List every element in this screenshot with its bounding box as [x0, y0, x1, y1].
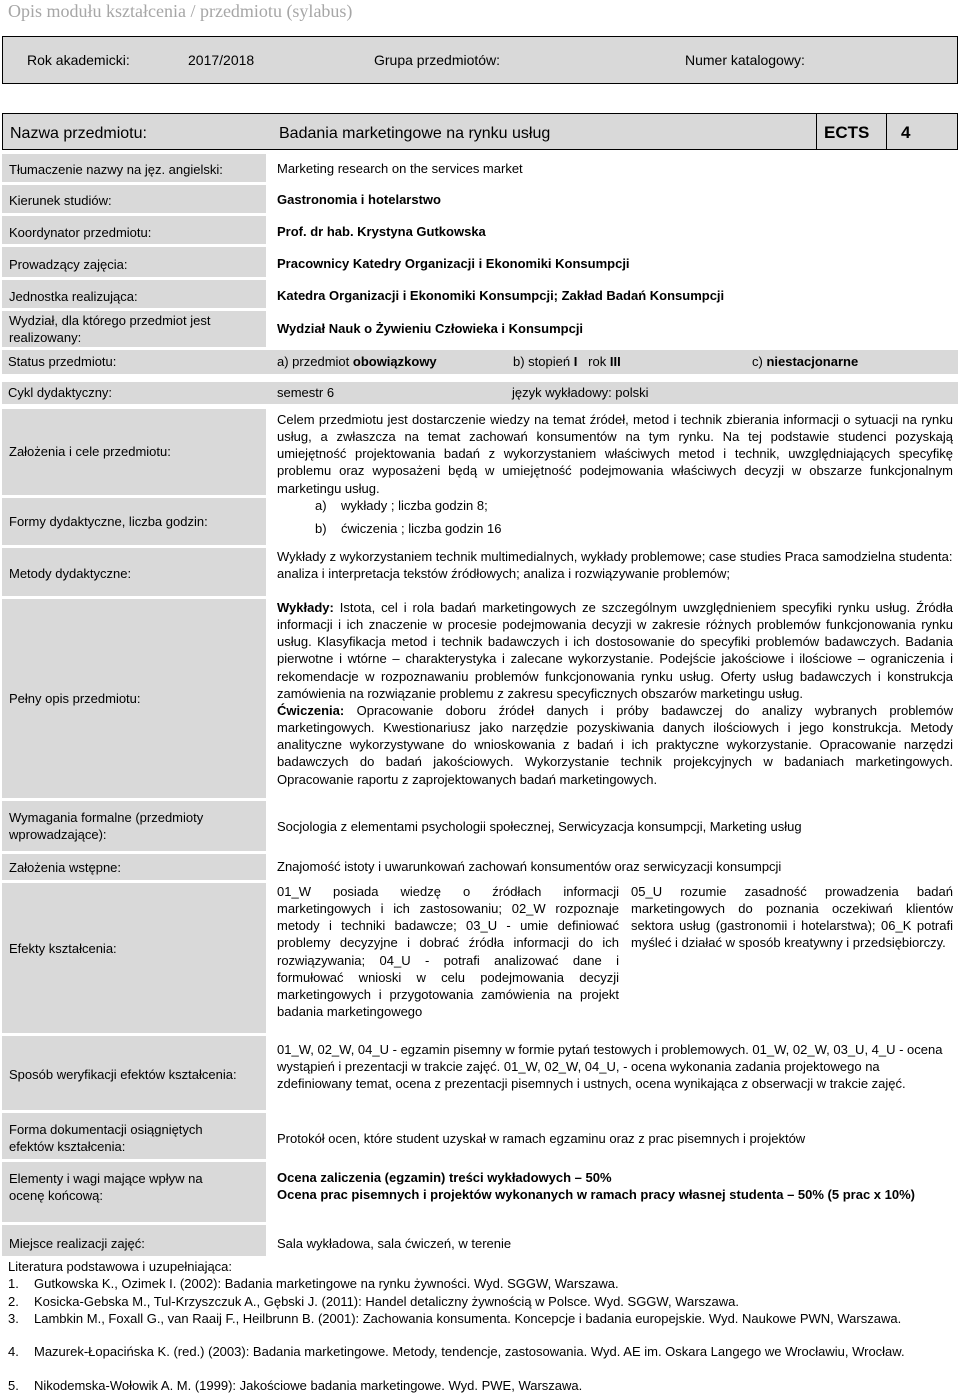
language-value: język wykładowy: polski: [512, 385, 649, 400]
assumptions-label: Założenia i cele przedmiotu:: [9, 444, 171, 459]
coordinator-label: Koordynator przedmiotu:: [9, 225, 152, 240]
documentation-label-cell: [2, 1113, 266, 1159]
teachers-label-cell: [2, 247, 266, 277]
course-name-bar: [2, 113, 958, 150]
status-a-value: obowiązkowy: [352, 354, 437, 369]
literature-section: [2, 1258, 958, 1394]
effects-left-text: 01_W posiada wiedzę o źródłach informacji marketingowych i ich zastosowaniu; 02_W rozpoznaje metody i techniki badawcze; 03_U - umie definiować problemy decyzyjne i dobrać źródła informacji do ich rozwiązywania; 04_U - potrafi analizować dane i formułować wnioski w celu podejmowania decyzji marketingowych i przygotowania zamówienia na projekt badania marketingowego: [277, 884, 619, 1020]
requirements-text: Socjologia z elementami psychologii społecznej, Serwicyzacja konsumpcji, Marketing usług: [277, 819, 802, 834]
cycle-label: Cykl dydaktyczny:: [8, 385, 113, 400]
divider: [886, 114, 887, 149]
literature-item-text: Kosicka-Gebska M., Tul-Krzyszczuk A., Gębski J. (2011): Handel detaliczny żywnością w Polsce. Wyd. SGGW, Warszawa.: [34, 1294, 739, 1309]
methods-label-cell: [2, 548, 266, 596]
lectures-text: Istota, cel i rola badań marketingowych ze szczególnym uwzględnieniem specyfiki rynku usług. Źródła informacji i ich znaczenie w procesie podejmowania decyzji w zakresie różnych problemów funkcjonowania rynku usług. Klasyfikacja metod i technik badawczych i ich dostosowanie do specyfiki problemów badawczych. Badania pierwotne i wtórne – charakterystyka i zalecane wykorzystanie. Podejście jakościowe i ilościowe – ograniczenia i rekomendacje w rozpoznawaniu problemów funkcjonowania rynku usług. Oferty usług badawczych i konstrukcja zamówienia na rozwiązanie problemu z zakresu specyficznych obszarów marketingu usług.: [277, 600, 953, 701]
literature-item: [8, 1343, 948, 1360]
methods-label: Metody dydaktyczne:: [9, 566, 132, 581]
academic-year-bar: [2, 36, 958, 84]
coordinator-label-cell: [2, 216, 266, 244]
unit-label: Jednostka realizująca:: [9, 289, 138, 304]
exercises-lead: Ćwiczenia:: [277, 702, 345, 718]
literature-item-text: Lambkin M., Foxall G., van Raaij F., Heilbrunn B. (2001): Zachowania konsumenta. Koncepcje i badania europejskie. Wyd. Naukowe PWN, Warszawa.: [34, 1311, 902, 1326]
literature-item-text: Gutkowska K., Ozimek I. (2002): Badania marketingowe na rynku żywności. Wyd. SGGW, Warszawa.: [34, 1276, 619, 1291]
literature-item: [8, 1275, 948, 1292]
forms-a-text: wykłady ; liczba godzin 8;: [341, 498, 488, 513]
full-description-text: [277, 599, 953, 788]
status-c-prefix: c): [752, 354, 767, 369]
catalog-number-label: Numer katalogowy:: [685, 52, 805, 68]
unit-label-cell: [2, 280, 266, 308]
forms-label: Formy dydaktyczne, liczba godzin:: [9, 514, 208, 529]
literature-header: Literatura podstawowa i uzupełniająca:: [8, 1259, 233, 1274]
translation-value: Marketing research on the services market: [277, 161, 523, 176]
faculty-value: Wydział Nauk o Żywieniu Człowieka i Konsumpcji: [277, 321, 584, 336]
literature-item: [8, 1293, 948, 1310]
status-row: [2, 350, 958, 374]
full-description-label-cell: [2, 599, 266, 798]
faculty-label: Wydział, dla którego przedmiot jest realizowany:: [9, 313, 211, 346]
effects-label: Efekty kształcenia:: [9, 941, 117, 956]
divider: [816, 114, 817, 149]
place-label-cell: [2, 1225, 266, 1256]
faculty-label-cell: [2, 311, 266, 347]
full-description-lectures: [277, 599, 953, 702]
translation-label-cell: [2, 154, 266, 182]
prereq-text: Znajomość istoty i uwarunkowań zachowań konsumentów oraz serwicyzacji konsumpcji: [277, 859, 782, 874]
status-c: [752, 353, 858, 370]
place-text: Sala wykładowa, sala ćwiczeń, w terenie: [277, 1236, 512, 1251]
forms-label-cell: [2, 498, 266, 545]
verification-label: Sposób weryfikacji efektów kształcenia:: [9, 1067, 237, 1082]
weights-label: Elementy i wagi mające wpływ na ocenę końcową:: [9, 1171, 203, 1204]
field-label-cell: [2, 185, 266, 213]
academic-year-value: 2017/2018: [188, 52, 255, 68]
literature-item-num: 3.: [8, 1311, 19, 1326]
status-b: [513, 353, 621, 370]
course-name-value: Badania marketingowe na rynku usług: [279, 125, 551, 142]
literature-item-num: 2.: [8, 1294, 19, 1309]
coordinator-value: Prof. dr hab. Krystyna Gutkowska: [277, 224, 486, 239]
status-b-year: III: [609, 354, 621, 369]
literature-item-num: 5.: [8, 1378, 19, 1393]
teachers-value: Pracownicy Katedry Organizacji i Ekonomiki Konsumpcji: [277, 256, 630, 271]
status-b-degree: I: [573, 354, 578, 369]
verification-label-cell: [2, 1036, 266, 1110]
lectures-lead: Wykłady:: [277, 600, 334, 615]
effects-label-cell: [2, 883, 266, 1033]
field-label: Kierunek studiów:: [9, 193, 112, 208]
prereq-label-cell: [2, 854, 266, 880]
forms-b: [315, 520, 501, 537]
status-c-value: niestacjonarne: [766, 354, 859, 369]
literature-item-text: Mazurek-Łopacińska K. (red.) (2003): Badania marketingowe. Metody, tendencje, zastosowania. Wyd. AE im. Oskara Langego we Wrocławiu, Wrocław.: [34, 1344, 905, 1359]
field-value: Gastronomia i hotelarstwo: [277, 192, 441, 207]
ects-label: ECTS: [824, 123, 870, 142]
literature-item-text: Nikodemska-Wołowik A. M. (1999): Jakościowe badania marketingowe. Wyd. PWE, Warszawa.: [34, 1378, 583, 1393]
weights-line-1: Ocena zaliczenia (egzamin) treści wykładowych – 50%: [277, 1170, 612, 1185]
literature-item-num: 4.: [8, 1344, 19, 1359]
place-label: Miejsce realizacji zajęć:: [9, 1236, 145, 1251]
subject-group-label: Grupa przedmiotów:: [374, 52, 501, 68]
status-b-mid: rok: [588, 354, 610, 369]
requirements-label: Wymagania formalne (przedmioty wprowadzające):: [9, 810, 204, 843]
status-a: [277, 353, 437, 370]
requirements-label-cell: [2, 801, 266, 851]
methods-text: Wykłady z wykorzystaniem technik multimedialnych, wykłady problemowe; case studies Praca samodzielna studenta: analiza i interpretacja tekstów źródłowych; analiza i rozwiązywanie problemów;: [277, 549, 953, 582]
documentation-label: Forma dokumentacji osiągniętych efektów kształcenia:: [9, 1122, 203, 1155]
course-name-label: Nazwa przedmiotu:: [10, 125, 147, 142]
verification-text: 01_W, 02_W, 04_U - egzamin pisemny w formie pytań testowych i problemowych. 01_W, 02_W, 03_U, 4_U - ocena wystąpień i prezentacji w trakcie zajęć. 01_W, 02_W, 04_U, - ocena wykonania zadania projektowego na zdefiniowany temat, ocena z prezentacji pisemnych i ustnych, ocena wynikająca z obserwacji w trakcie zajęć.: [277, 1042, 943, 1092]
document-title: Opis modułu kształcenia / przedmiotu (sylabus): [8, 1, 353, 21]
status-label: Status przedmiotu:: [8, 354, 117, 369]
cycle-row: [2, 382, 958, 404]
unit-value: Katedra Organizacji i Ekonomiki Konsumpcji; Zakład Badań Konsumpcji: [277, 288, 725, 303]
full-description-exercises: [277, 702, 953, 788]
literature-item: [8, 1377, 948, 1394]
assumptions-text: Celem przedmiotu jest dostarczenie wiedzy na temat źródeł, metod i technik zbierania informacji o sytuacji na rynku usług, a zwłaszcza na temat zachowań konsumentów na tym rynku. Na tej podstawie studenci pozyskają umiejętność projektowania badań z wykorzystaniem właściwych metod i technik, uwzględniających specyfikę problemu oraz wyposażeni będą w umiejętność podejmowania właściwych decyzji w obszarze funkcjonalnym marketingu usług.: [277, 412, 953, 496]
literature-item-num: 1.: [8, 1276, 19, 1291]
forms-a-num: a): [315, 498, 327, 513]
teachers-label: Prowadzący zajęcia:: [9, 257, 128, 272]
effects-right-text: 05_U rozumie zasadność prowadzenia badań marketingowych do poznania oczekiwań klientów sektora usług (gastronomii i hotelarstwa); 06_K potrafi myśleć i działać w sposób kreatywny i przedsiębiorczy.: [631, 884, 953, 951]
assumptions-label-cell: [2, 409, 266, 495]
documentation-text: Protokół ocen, które student uzyskał w ramach egzaminu oraz z prac pisemnych i projektów: [277, 1131, 806, 1146]
status-b-prefix: b) stopień: [513, 354, 574, 369]
ects-value: 4: [901, 123, 911, 142]
forms-b-text: ćwiczenia ; liczba godzin 16: [341, 521, 502, 536]
prereq-label: Założenia wstępne:: [9, 860, 122, 875]
cycle-value: semestr 6: [277, 385, 335, 400]
weights-label-cell: [2, 1162, 266, 1222]
forms-b-num: b): [315, 521, 327, 536]
exercises-text: Opracowanie doboru źródeł danych i próby badawczej do analizy wybranych problemów marketingowych. Kwestionariusz jako narzędzie pozyskiwania danych ilościowych i jego konstrukcja. Metody analityczne wykorzystywane do wnioskowania z badań i ich praktyczne wykorzystanie. Opracowanie narzędzi badawczych do badań jakościowych. Wykorzystanie technik projekcyjnych w badaniach marketingowych. Opracowanie raportu z zaprojektowanych badań marketingowych.: [277, 702, 953, 787]
forms-a: [315, 497, 488, 514]
full-description-label: Pełny opis przedmiotu:: [9, 691, 141, 706]
weights-line-2: Ocena prac pisemnych i projektów wykonanych w ramach pracy własnej studenta – 50% (5 prac x 10%): [277, 1187, 915, 1202]
academic-year-label: Rok akademicki:: [27, 52, 130, 68]
status-a-prefix: a) przedmiot: [277, 354, 353, 369]
translation-label: Tłumaczenie nazwy na jęz. angielski:: [9, 162, 223, 177]
literature-item: [8, 1310, 948, 1327]
